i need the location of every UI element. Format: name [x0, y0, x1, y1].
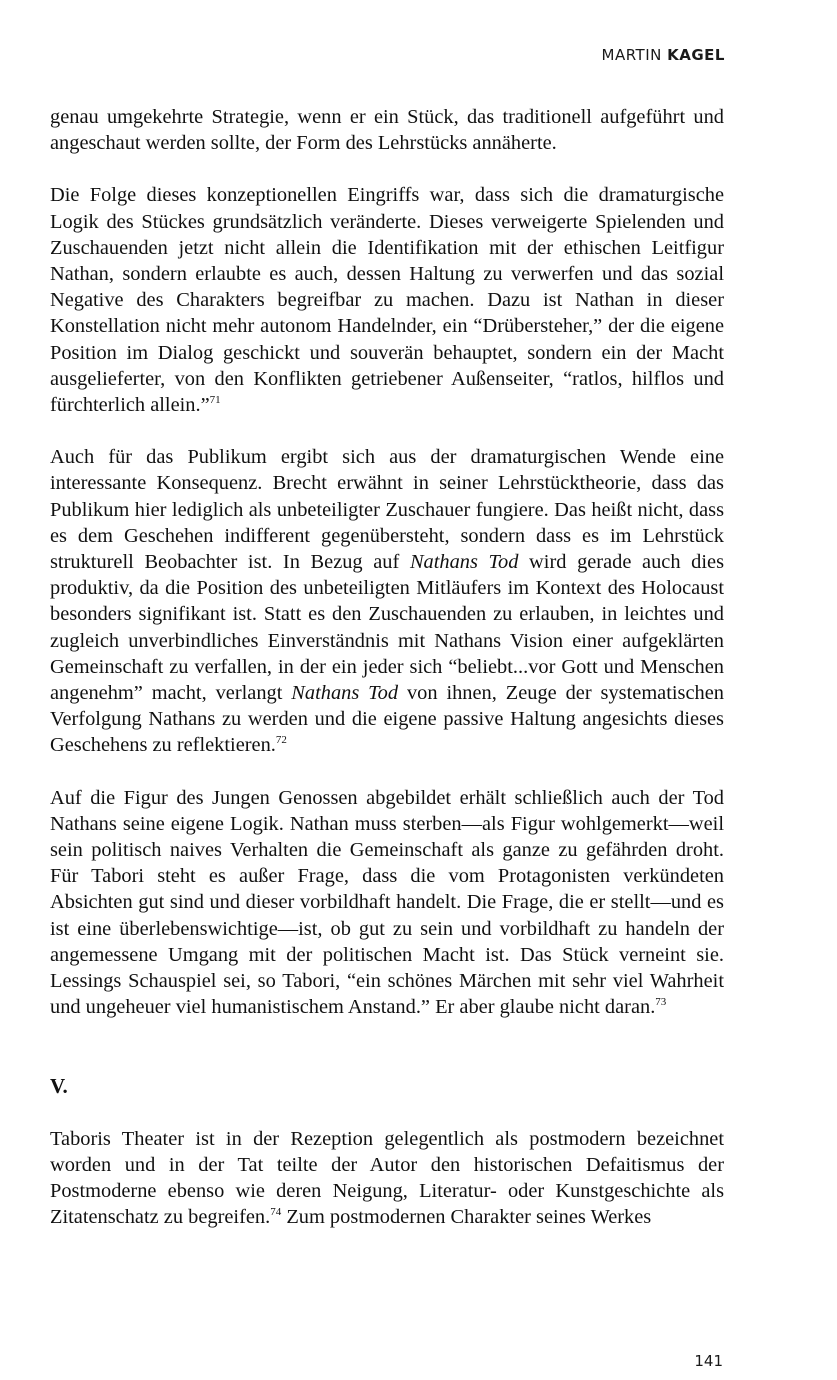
author-last-name: KAGEL [667, 46, 725, 64]
paragraph-4 [50, 785, 724, 1021]
footnote-marker: 72 [275, 734, 287, 747]
paragraph-text: Zum postmodernen Charakter seines Werkes [281, 1206, 652, 1229]
footnote-marker: 74 [270, 1206, 282, 1219]
italic-title: Nathans Tod [291, 682, 399, 705]
paragraph-text: von ihnen, Zeuge der systematischen Verfolgung Nathans zu werden und die eigene passive Haltung angesichts dieses Geschehens zu reflektieren. [50, 682, 724, 757]
paragraph-text: Die Folge dieses konzeptionellen Eingriffs war, dass sich die dramaturgische Logik des Stückes grundsätzlich veränderte. Dieses verweigerte Spielenden und Zuschauenden jetzt nicht allein die Identifikation mit der ethischen Leitfigur Nathan, sondern erlaubte es auch, dessen Haltung zu verwerfen und das sozial Negative des Charakters begreifbar zu machen. Dazu ist Nathan in dieser Konstellation nicht mehr autonom Handelnder, ein “Drübersteher,” der die eigene Position im Dialog geschickt und souverän behauptet, sondern ein der Macht ausgelieferter, von den Konflikten getriebener Außenseiter, “ratlos, hilflos und fürchterlich allein.” [50, 184, 724, 417]
paragraph-text: Taboris Theater ist in der Rezeption gelegentlich als postmodern bezeichnet worden und in der Tat teilte der Autor den historischen Defaitismus der Postmoderne ebenso wie deren Neigung, Literatur- oder Kunstgeschichte als Zitatenschatz zu begreifen. [50, 1127, 724, 1229]
section-heading: V. [50, 1073, 68, 1098]
paragraph-text: Auch für das Publikum ergibt sich aus der dramaturgischen Wende eine interessante Konsequenz. Brecht erwähnt in seiner Lehrstücktheorie, dass das Publikum hier lediglich als unbeteiligter Zuschauer fungiere. Das heißt nicht, dass es dem Geschehen indifferent gegenübersteht, sondern dass es im Lehrstück strukturell Beobachter ist. In Bezug auf [50, 446, 724, 574]
paragraph-text: Auf die Figur des Jungen Genossen abgebildet erhält schließlich auch der Tod Nathans seine eigene Logik. Nathan muss sterben—als Figur wohlgemerkt—weil sein politisch naives Verhalten die Gemeinschaft als ganze zu gefährden droht. Für Tabori steht es außer Frage, dass die vom Protagonisten verkündeten Absichten gut sind und dieser vorbildhaft handelt. Die Frage, die er stellt—und es ist eine überlebenswichtige—ist, ob gut zu sein und vorbildhaft zu handeln der angemessene Umgang mit der politischen Macht ist. Das Stück verneint sie. Lessings Schauspiel sei, so Tabori, “ein schönes Märchen mit sehr viel Wahrheit und ungeheuer viel humanistischem Anstand.” Er aber glaube nicht daran. [50, 786, 724, 1019]
paragraph-5 [50, 1126, 724, 1231]
body-text [50, 104, 724, 1256]
running-head [602, 46, 725, 64]
italic-title: Nathans Tod [409, 551, 519, 574]
footnote-marker: 71 [209, 394, 221, 407]
paragraph-text: wird gerade auch dies produktiv, da die Position des unbeteiligten Mitläufers im Kontext des Holocaust besonders signifikant ist. Statt es den Zuschauenden zu erlauben, in leichtes und zugleich unverbindliches Einverständnis mit Nathans Vision einer aufgeklärten Gemeinschaft zu verfallen, in der ein jeder sich “beliebt...vor Gott und Menschen angenehm” macht, verlangt [50, 551, 724, 705]
paragraph-text: genau umgekehrte Strategie, wenn er ein Stück, das traditionell aufgeführt und angeschaut werden sollte, der Form des Lehrstücks annäherte. [50, 106, 724, 155]
author-first-name: MARTIN [601, 46, 662, 64]
paragraph-3 [50, 444, 724, 758]
footnote-marker: 73 [655, 996, 667, 1009]
paragraph-2 [50, 182, 724, 418]
page-number: 141 [694, 1352, 723, 1370]
paragraph-1 [50, 104, 724, 156]
